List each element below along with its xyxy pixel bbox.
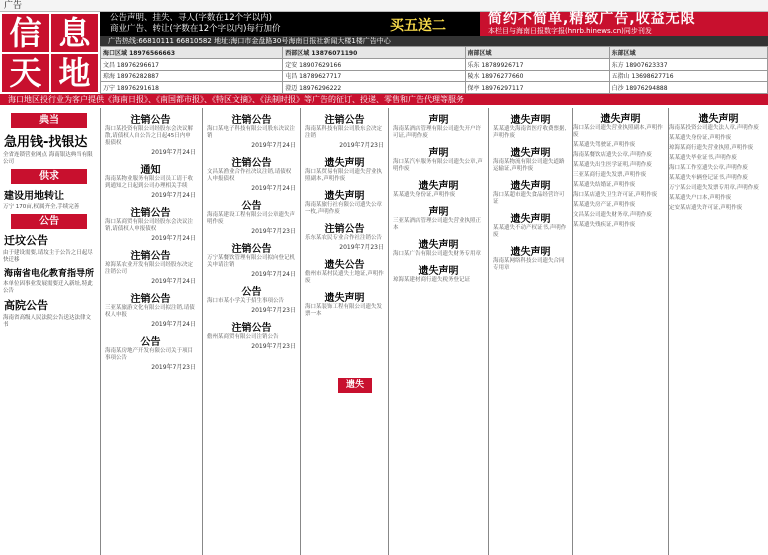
notice-item [203, 108, 300, 151]
notice-body: 儋州市某村民遗失土地证,声明作废 [305, 271, 384, 284]
notice-item [301, 253, 388, 286]
notice-body: 某某遗失残疾证,声明作废 [573, 222, 636, 228]
notice-title: 遗失声明 [600, 114, 641, 125]
notice-body: 某某遗失毕业证书,声明作废 [669, 155, 737, 161]
notice-title: 注销公告 [231, 244, 272, 255]
notice-body: 海南某房地产开发有限公司关于项目事项公告 [105, 348, 194, 361]
notice-date: 2019年7月24日 [251, 271, 296, 278]
notice-body: 海口某广告有限公司遗失财务专用章 [393, 251, 482, 257]
phone-grid-cell: 五指山 13698627716 [609, 70, 767, 82]
column-7 [668, 108, 768, 555]
notice-title: 遗失声明 [418, 266, 459, 277]
notice-title: 遗失声明 [510, 148, 551, 159]
notice-item [389, 141, 488, 174]
notice-date: 2019年7月24日 [251, 185, 296, 192]
phone-grid-row [101, 70, 768, 82]
notice-item [489, 207, 572, 240]
section-header-supply: 供求 [11, 169, 87, 184]
notice-body: 海南某酒店管理有限公司遗失开户许可证,声明作废 [393, 126, 482, 139]
notice-item [301, 151, 388, 184]
notice-body: 琼海某农业开发有限公司经股东决定注销公司 [105, 262, 194, 275]
edu-headline: 海南省电化教育指导所 [4, 269, 95, 279]
phone-grid-cell: 白沙 18976294888 [609, 82, 767, 94]
notice-body: 海口某公司遗失营业执照副本,声明作废 [573, 125, 663, 138]
notice-body: 定安某店遗失许可证,声明作废 [669, 205, 743, 211]
notice-item [389, 233, 488, 259]
notice-item [101, 108, 200, 158]
top-bar-label: 广告 [4, 1, 23, 11]
notice-date: 2019年7月24日 [151, 278, 196, 285]
notice-title: 注销公告 [324, 115, 365, 126]
notice-title: 遗失声明 [324, 158, 365, 169]
notice-date: 2019年7月23日 [339, 142, 384, 149]
notice-item [489, 108, 572, 141]
notice-title: 注销公告 [231, 323, 272, 334]
banner [100, 12, 768, 36]
notice-body: 万宁某公司遗失发票专用章,声明作废 [669, 185, 759, 191]
notice-body: 海南某物流有限公司遗失道路运输证,声明作废 [493, 159, 565, 172]
notice-title: 通知 [140, 165, 161, 176]
banner-slogan-sub: 本栏目与海南日报数字报(hnrb.hinews.cn)同步刊发 [488, 27, 652, 35]
notice-body: 海南某旅行社有限公司遗失公章一枚,声明作废 [305, 202, 383, 215]
notice-item [489, 240, 572, 273]
pawn-text: 全省连锁营业网点 海南银达典当有限公司 [3, 152, 93, 165]
notice-body: 海南某科技有限公司股东会决定注销 [305, 126, 383, 139]
phone-grid-header-cell: 东部区域 [609, 47, 767, 59]
left-column [0, 110, 98, 555]
notice-body: 文昌某渔业合作社决议注销,请债权人申报债权 [207, 169, 292, 182]
notice-title: 声明 [428, 148, 449, 159]
notice-body: 三亚某商行遗失发票,声明作废 [573, 172, 647, 178]
notice-date: 2019年7月23日 [151, 364, 196, 371]
notice-title: 遗失声明 [510, 115, 551, 126]
notice-body: 儋州某商贸有限公司注销公告 [207, 334, 279, 340]
phone-grid-cell: 东方 18907623337 [609, 58, 767, 70]
notice-title: 注销公告 [130, 208, 171, 219]
notice-date: 2019年7月23日 [251, 343, 296, 350]
notice-body: 某某遗失驾驶证,声明作废 [573, 142, 636, 148]
grave-headline: 迁坟公告 [4, 234, 48, 247]
notice-title: 注销公告 [231, 115, 272, 126]
notice-title: 遗失声明 [324, 293, 365, 304]
phone-grid-cell: 保亭 18976297117 [465, 82, 609, 94]
column-2 [202, 108, 300, 555]
section-header-notice: 公告 [11, 214, 87, 229]
court-text: 海南省高级人民法院公告送达法律文书 [3, 315, 92, 328]
column-6 [572, 108, 668, 555]
phone-grid-cell: 定安 18907629166 [283, 58, 465, 70]
notice-item [301, 184, 388, 217]
lost-stamp: 遗失 [338, 378, 372, 393]
banner-pricing [110, 13, 380, 35]
column-3 [300, 108, 388, 555]
notice-title: 遗失声明 [418, 181, 459, 192]
notice-item [203, 280, 300, 316]
notice-title: 声明 [428, 115, 449, 126]
hotline: 广告热线:66810111 66810582 地址:海口市金盘路30号海南日报社新闻大楼1楼广告中心 [100, 36, 768, 46]
notice-item [203, 316, 300, 352]
notice-title: 注销公告 [130, 294, 171, 305]
banner-slogan: 简约不简单,精致广告,收益无限 [488, 11, 696, 27]
masthead [0, 12, 768, 94]
notice-body: 海口某投资有限公司经股东会决议解散,请债权人自公告之日起45日内申报债权 [105, 126, 194, 146]
land-text: 万宁 170亩,权属齐全,手续完善 [3, 204, 80, 210]
notice-title: 遗失声明 [510, 181, 551, 192]
phone-grid [100, 46, 768, 94]
notice-item [301, 286, 388, 319]
notice-body: 万宁某餐饮管理有限公司拟向登记机关申请注销 [207, 255, 296, 268]
notice-item [389, 200, 488, 233]
column-4 [388, 108, 488, 555]
court-headline: 高院公告 [4, 299, 48, 312]
notice-body: 某某遗失海南省医疗收费票据,声明作废 [493, 126, 567, 139]
notice-body: 海口某店遗失卫生许可证,声明作废 [573, 192, 658, 198]
notice-item [489, 174, 572, 207]
notice-item [389, 259, 488, 285]
notice-body: 海南某物业服务有限公司员工请于收到通知之日起到公司办理相关手续 [105, 176, 194, 189]
phone-grid-cell: 陵水 18976277660 [465, 70, 609, 82]
phone-grid-row [101, 82, 768, 94]
notice-body: 海口某工作室遗失公章,声明作废 [669, 165, 748, 171]
section-header-pawn: 典当 [11, 113, 87, 128]
notice-body: 乐东某农民专业合作社注销公告 [305, 235, 383, 241]
notice-title: 注销公告 [130, 115, 171, 126]
phone-grid-cell: 琼海 18976282887 [101, 70, 283, 82]
notice-body: 某某遗失身份证,声明作废 [669, 135, 732, 141]
notice-body: 海口某汽车服务有限公司遗失公章,声明作废 [393, 159, 483, 172]
notice-body: 海口某贸易有限公司遗失营业执照副本,声明作废 [305, 169, 383, 182]
notice-date: 2019年7月23日 [339, 244, 384, 251]
banner-pricing-line1: 公告声明、挂失、寻人(字数在12个字以内) [110, 13, 272, 23]
notice-body: 海口某装饰工程有限公司遗失发票一本 [305, 304, 383, 317]
notice-item [101, 244, 200, 287]
notice-item [203, 194, 300, 237]
logo-char-1: 信 [2, 14, 49, 52]
notice-body: 海南某建设工程有限公司公章遗失声明作废 [207, 212, 296, 225]
notice-title: 遗失声明 [698, 114, 739, 125]
notice-title: 遗失声明 [324, 191, 365, 202]
logo [0, 12, 100, 94]
notice-date: 2019年7月23日 [251, 307, 296, 314]
phone-grid-cell: 屯昌 18789627717 [283, 70, 465, 82]
notice-title: 公告 [241, 287, 262, 298]
notice-body: 某某遗失不动产权证书,声明作废 [493, 225, 567, 238]
info-band: 海口地区投行业为客户提供《海南日报》、《南国都市报》、《特区文摘》、《法制时报》等广告的征订、投递、零售和广告代理等服务 [0, 94, 768, 105]
phone-grid-cell: 乐东 18789926717 [465, 58, 609, 70]
pawn-headline: 急用钱-找银达 [4, 135, 88, 150]
notice-item [203, 151, 300, 194]
notice-title: 遗失声明 [418, 240, 459, 251]
notice-body: 某某遗失户口本,声明作废 [669, 195, 732, 201]
grave-text: 由于建设需要,请坟主于公告之日起尽快迁移 [3, 250, 93, 263]
notice-date: 2019年7月24日 [151, 149, 196, 156]
notice-body: 三亚某酒店管理公司遗失营业执照正本 [393, 218, 482, 231]
notice-body: 某某遗失车辆登记证书,声明作废 [669, 175, 748, 181]
notice-item [101, 201, 200, 244]
banner-pricing-line2: 商业广告、转让(字数在12个字以内)每行加价 [110, 24, 281, 34]
notice-item [389, 108, 488, 141]
notice-date: 2019年7月24日 [151, 235, 196, 242]
notice-item [203, 237, 300, 280]
phone-grid-header-cell: 南部区域 [465, 47, 609, 59]
phone-grid-header-cell: 海口区域 18976566663 [101, 47, 283, 59]
notice-title: 注销公告 [130, 251, 171, 262]
notice-body: 海口某商贸有限公司经股东会决议注销,请债权人申报债权 [105, 219, 194, 232]
notice-body: 海南某餐饮店遗失公章,声明作废 [573, 152, 652, 158]
notice-body: 海口市某小学关于招生事项公告 [207, 298, 285, 304]
column-1 [100, 108, 200, 555]
banner-slogan-box [480, 12, 768, 36]
phone-grid-header [101, 47, 768, 59]
notice-title: 公告 [140, 337, 161, 348]
notice-body: 海南某投资公司遗失法人章,声明作废 [669, 125, 759, 131]
notice-item [301, 108, 388, 151]
banner-promo: 买五送二 [390, 18, 446, 34]
notice-body: 某某遗失结婚证,声明作废 [573, 182, 636, 188]
notice-title: 注销公告 [324, 224, 365, 235]
notice-title: 遗失声明 [510, 214, 551, 225]
edu-text: 本单位因事业发展需要迁入新址,特此公告 [3, 281, 93, 294]
notice-body: 三亚某旅游文化有限公司拟注销,请债权人申报 [105, 305, 195, 318]
notice-item [101, 287, 200, 330]
notice-body: 某某遗失房产证,声明作废 [573, 202, 636, 208]
notice-item [101, 158, 200, 201]
notice-item [101, 330, 200, 373]
notice-title: 遗失声明 [510, 247, 551, 258]
notice-body: 某某遗失出生医学证明,声明作废 [573, 162, 652, 168]
notice-body: 琼海某建材商行遗失税务登记证 [393, 277, 471, 283]
notice-body: 海口某电子科技有限公司股东决议注销 [207, 126, 296, 139]
notice-date: 2019年7月23日 [251, 228, 296, 235]
logo-char-4: 地 [51, 54, 98, 92]
notice-title: 公告 [241, 201, 262, 212]
phone-grid-cell: 澄迈 18976296222 [283, 82, 465, 94]
notice-date: 2019年7月24日 [251, 142, 296, 149]
phone-grid-cell: 万宁 18976291618 [101, 82, 283, 94]
notice-title: 声明 [428, 207, 449, 218]
notice-body: 海南某网络科技公司遗失合同专用章 [493, 258, 565, 271]
notice-title: 注销公告 [231, 158, 272, 169]
notice-title: 遗失公告 [324, 260, 365, 271]
notice-body: 海口某超市遗失食品经营许可证 [493, 192, 565, 205]
phone-grid-row [101, 58, 768, 70]
notice-item [301, 217, 388, 253]
notice-body: 文昌某公司遗失财务章,声明作废 [573, 212, 652, 218]
logo-char-2: 息 [51, 14, 98, 52]
land-headline: 建设用地转让 [4, 191, 64, 202]
logo-char-3: 天 [2, 54, 49, 92]
phone-grid-header-cell: 西部区域 13876071190 [283, 47, 465, 59]
notice-date: 2019年7月24日 [151, 321, 196, 328]
column-5 [488, 108, 572, 555]
phone-grid-cell: 文昌 18976296617 [101, 58, 283, 70]
notice-body: 某某遗失身份证,声明作废 [393, 192, 456, 198]
notice-date: 2019年7月24日 [151, 192, 196, 199]
notice-item [489, 141, 572, 174]
notice-item [389, 174, 488, 200]
notice-body: 琼海某商行遗失营业执照,声明作废 [669, 145, 754, 151]
